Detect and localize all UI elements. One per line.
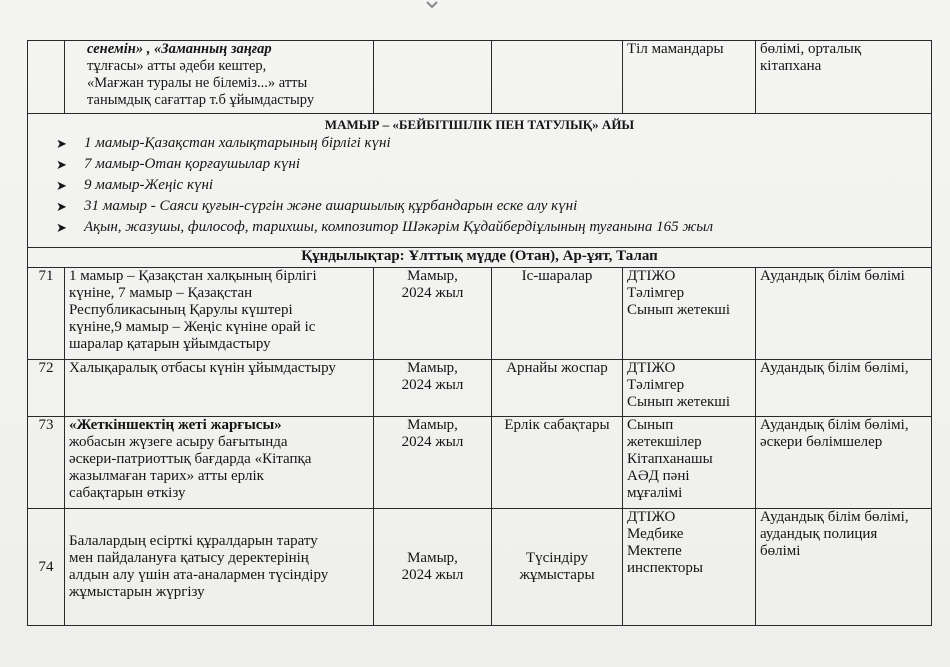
cell-date bbox=[374, 268, 492, 360]
month-dates-list bbox=[28, 133, 931, 238]
cell-num: 74 bbox=[28, 509, 65, 626]
cell-date bbox=[374, 417, 492, 509]
cell-responsible bbox=[623, 509, 756, 626]
cell-num: 73 bbox=[28, 417, 65, 509]
text-line: Аудандық білім бөлімі, bbox=[760, 417, 909, 433]
text-line: Аудандық білім бөлімі, bbox=[760, 509, 909, 525]
cell-description bbox=[65, 268, 374, 360]
cell-form: Арнайы жоспар bbox=[492, 360, 623, 417]
text-line: мұғалімі bbox=[627, 485, 683, 501]
cell-responsible bbox=[623, 360, 756, 417]
cell-description bbox=[65, 360, 374, 417]
cell-description bbox=[65, 509, 374, 626]
values-row bbox=[28, 248, 932, 268]
text-line: сенемін» , «Заманның заңғар bbox=[87, 41, 272, 57]
month-section bbox=[28, 114, 932, 248]
text-line: алдын алу үшін ата-аналармен түсіндіру bbox=[69, 567, 329, 583]
staple-mark bbox=[425, 0, 439, 10]
table-row bbox=[28, 509, 932, 626]
text-line-bold: «Жеткіншектің жеті жарғысы» bbox=[69, 417, 282, 433]
list-item: ➤ 31 мамыр - Саяси қуғын-сүргін және ашаршылық құрбандарын еске алу күні bbox=[84, 196, 931, 217]
cell-partner bbox=[756, 360, 932, 417]
text-line: танымдық сағаттар т.б ұйымдастыру bbox=[87, 92, 315, 108]
text-line: Медбике bbox=[627, 526, 684, 542]
text-line: 2024 жыл bbox=[401, 567, 464, 583]
text-line: Мамыр, bbox=[407, 550, 458, 566]
text-line: Тәлімгер bbox=[627, 285, 685, 301]
text-line: тұлғасы» атты әдеби кештер, bbox=[87, 58, 267, 74]
cell-num: 72 bbox=[28, 360, 65, 417]
text-line: ДТІЖО bbox=[627, 268, 676, 284]
text-line: 2024 жыл bbox=[401, 285, 464, 301]
text-line: Сынып bbox=[627, 417, 674, 433]
cell-form: Іс-шаралар bbox=[492, 268, 623, 360]
text-line: бөлімі, орталық bbox=[760, 41, 862, 57]
cell-partner bbox=[756, 417, 932, 509]
text-line: күніне,9 мамыр – Жеңіс күніне орай іс bbox=[69, 319, 316, 335]
values-heading: Құндылықтар: Ұлттық мүдде (Отан), Ар-ұят, Талап bbox=[28, 248, 932, 268]
cell-date bbox=[374, 509, 492, 626]
text-line: әскери бөлімшелер bbox=[760, 434, 883, 450]
text-line: Тәлімгер bbox=[627, 377, 685, 393]
table-row bbox=[28, 360, 932, 417]
cell-num: 71 bbox=[28, 268, 65, 360]
cell-description bbox=[65, 41, 374, 114]
cell-partner bbox=[756, 41, 932, 114]
text-line: жұмыстары bbox=[519, 567, 595, 583]
text-line: Аудандық білім бөлімі bbox=[760, 268, 905, 284]
text-line: жұмыстарын жүргізу bbox=[69, 584, 205, 600]
cell-responsible: Тіл мамандары bbox=[623, 41, 756, 114]
table-row bbox=[28, 268, 932, 360]
text-line: Мамыр, bbox=[407, 268, 458, 284]
cell-num bbox=[28, 41, 65, 114]
cell-date bbox=[374, 41, 492, 114]
table-row bbox=[28, 417, 932, 509]
text-line: ДТІЖО bbox=[627, 360, 676, 376]
list-item: ➤ 1 мамыр-Қазақстан халықтарының бірлігі күні bbox=[84, 133, 931, 154]
text-line: Аудандық білім бөлімі, bbox=[760, 360, 909, 376]
text-line: 2024 жыл bbox=[401, 434, 464, 450]
cell-form bbox=[492, 41, 623, 114]
cell-responsible bbox=[623, 268, 756, 360]
text-line: инспекторы bbox=[627, 560, 703, 576]
text-line: жазылмаған тарих» атты ерлік bbox=[69, 468, 264, 484]
list-item: ➤ Ақын, жазушы, философ, тарихшы, композитор Шәкәрім Құдайбердіұлының туғанына 165 жыл bbox=[84, 217, 931, 238]
text-line: ДТІЖО bbox=[627, 509, 676, 525]
text-line: 2024 жыл bbox=[401, 377, 464, 393]
text-line: Мектепе bbox=[627, 543, 682, 559]
text-line: Кітапханашы bbox=[627, 451, 713, 467]
month-cell bbox=[28, 114, 932, 248]
text-line: АӘД пәні bbox=[627, 468, 690, 484]
text-line: жетекшілер bbox=[627, 434, 702, 450]
cell-form bbox=[492, 509, 623, 626]
list-item: ➤ 9 мамыр-Жеңіс күні bbox=[84, 175, 931, 196]
text-line: Сынып жетекші bbox=[627, 302, 731, 318]
plan-table bbox=[27, 40, 932, 626]
cell-partner bbox=[756, 509, 932, 626]
text-line: күніне, 7 мамыр – Қазақстан bbox=[69, 285, 253, 301]
text-line: Халықаралық отбасы күнін ұйымдастыру bbox=[69, 360, 336, 376]
text-line: «Мағжан туралы не білеміз...» атты bbox=[87, 75, 308, 91]
text-line: бөлімі bbox=[760, 543, 801, 559]
text-line: кітапхана bbox=[760, 58, 822, 74]
text-line: Түсіндіру bbox=[525, 550, 589, 566]
cell-partner bbox=[756, 268, 932, 360]
cell-responsible bbox=[623, 417, 756, 509]
text-line: мен пайдалануға қатысу деректерінің bbox=[69, 550, 309, 566]
text-line: Мамыр, bbox=[407, 417, 458, 433]
text-line: шаралар қатарын ұйымдастыру bbox=[69, 336, 271, 352]
list-item: ➤ 7 мамыр-Отан қорғаушылар күні bbox=[84, 154, 931, 175]
table-row bbox=[28, 41, 932, 114]
text-line: жобасын жүзеге асыру бағытында bbox=[69, 434, 288, 450]
text-line: 1 мамыр – Қазақстан халқының бірлігі bbox=[69, 268, 317, 284]
cell-form: Ерлік сабақтары bbox=[492, 417, 623, 509]
text-line: Республикасының Қарулы күштері bbox=[69, 302, 293, 318]
text-line: Балалардың есірткі құралдарын тарату bbox=[69, 533, 318, 549]
cell-description bbox=[65, 417, 374, 509]
month-title: МАМЫР – «БЕЙБІТШІЛІК ПЕН ТАТУЛЫҚ» АЙЫ bbox=[324, 117, 635, 132]
text-line: Сынып жетекші bbox=[627, 394, 731, 410]
text-line: әскери-патриоттық бағдарда «Кітапқа bbox=[69, 451, 312, 467]
text-line: аудандық полиция bbox=[760, 526, 878, 542]
cell-date bbox=[374, 360, 492, 417]
text-line: сабақтарын өткізу bbox=[69, 485, 186, 501]
text-line: Мамыр, bbox=[407, 360, 458, 376]
